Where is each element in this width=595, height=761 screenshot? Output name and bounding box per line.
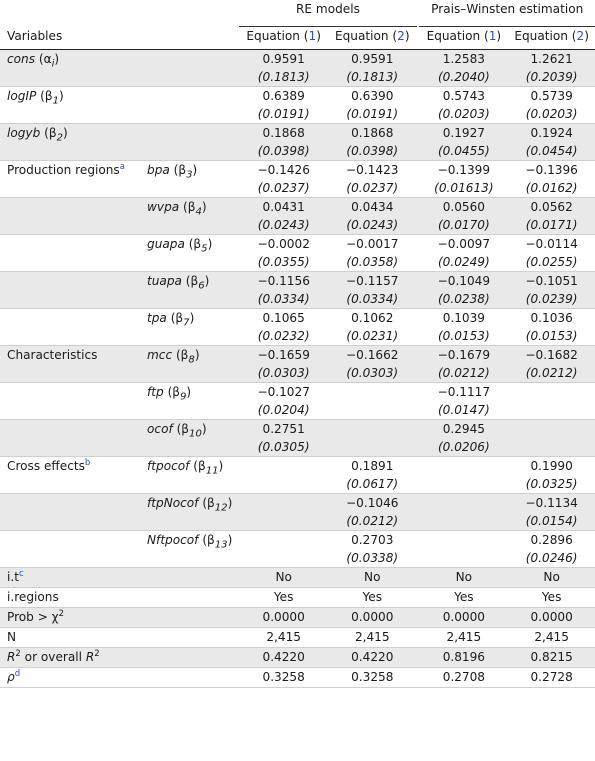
statistics-rows — [0, 568, 595, 688]
table-row-logyb — [0, 124, 595, 161]
row-group-label — [0, 420, 147, 457]
coef-value: 0.1868 — [351, 126, 394, 140]
std-error: (0.0303) — [257, 366, 310, 380]
variable-name: ftpNocof $(\beta_{12})$ — [147, 496, 233, 514]
coef-cell — [508, 124, 595, 161]
std-error: (0.0231) — [346, 329, 399, 343]
row-label: $R^2$ or overall $R^2$ — [0, 648, 239, 668]
row-group-label — [0, 198, 147, 235]
eq-link-2[interactable]: 2 — [397, 29, 405, 43]
coef-cell — [328, 420, 417, 457]
std-error: (0.0338) — [346, 551, 399, 565]
coef-value: 0.1927 — [442, 126, 486, 140]
coef-cell — [419, 346, 508, 383]
coef-cell — [419, 272, 508, 309]
row-group-label — [0, 531, 147, 568]
row-label: $\rho^d$ — [0, 668, 239, 688]
header-row-equations — [0, 27, 595, 50]
coef-value: −0.0114 — [525, 237, 578, 251]
std-error: (0.2040) — [437, 70, 490, 84]
std-error: (0.0243) — [346, 218, 399, 232]
coef-value: −0.1157 — [346, 274, 399, 288]
std-error: (0.0398) — [346, 144, 399, 158]
std-error: (0.0243) — [257, 218, 310, 232]
variable-name: logIP $(\beta_1)$ — [7, 89, 64, 107]
coef-cell — [328, 309, 417, 346]
eq-header-pw-1: Equation (1) — [419, 27, 508, 50]
coef-value: −0.0002 — [257, 237, 310, 251]
std-error: (0.0303) — [346, 366, 399, 380]
coef-cell — [508, 531, 595, 568]
footnote-a-link[interactable]: a — [119, 161, 125, 172]
std-error: (0.0203) — [437, 107, 490, 121]
table-row-mcc — [0, 346, 595, 383]
coef-cell — [239, 235, 328, 272]
table-row-bpa — [0, 161, 595, 198]
std-error: (0.0206) — [437, 440, 490, 454]
variable-name: guapa $(\beta_5)$ — [147, 237, 213, 255]
row-group-label: Characteristics — [0, 346, 147, 383]
table-row-wvpa — [0, 198, 595, 235]
row-label: $i.t^c$ — [0, 568, 239, 588]
std-error: (0.0191) — [346, 107, 399, 121]
coef-value: −0.0097 — [437, 237, 491, 251]
coef-cell — [419, 457, 508, 494]
variables-header: Variables — [0, 27, 147, 50]
variable-name: Nftpocof $(\beta_{13})$ — [147, 533, 233, 551]
row-group-label — [0, 235, 147, 272]
coef-cell — [328, 272, 417, 309]
std-error: (0.0617) — [346, 477, 399, 491]
coef-value: 0.0434 — [351, 200, 394, 214]
coef-cell — [508, 457, 595, 494]
std-error: (0.0153) — [525, 329, 578, 343]
coef-cell — [508, 420, 595, 457]
coef-value: 0.2703 — [351, 533, 394, 547]
coef-cell — [508, 346, 595, 383]
table-row-it: $i.t^c$ No No No No — [0, 568, 595, 588]
variable-name: ocof $(\beta_{10})$ — [147, 422, 207, 440]
coef-cell — [419, 383, 508, 420]
std-error: (0.0212) — [437, 366, 490, 380]
footnote-b-link[interactable]: b — [84, 457, 91, 468]
coef-value: −0.1682 — [525, 348, 578, 362]
coef-cell — [508, 198, 595, 235]
coef-cell — [328, 87, 417, 124]
std-error: (0.0147) — [437, 403, 490, 417]
footnote-d-link[interactable]: d — [14, 668, 21, 679]
coef-cell — [328, 531, 417, 568]
coef-value: 0.1036 — [530, 311, 573, 325]
coef-cell — [508, 309, 595, 346]
variable-name: tpa $(\beta_7)$ — [147, 311, 195, 329]
coef-cell — [239, 420, 328, 457]
std-error: (0.0325) — [525, 477, 578, 491]
coef-cell — [508, 87, 595, 124]
std-error: (0.0153) — [437, 329, 490, 343]
std-error: (0.0334) — [346, 292, 399, 306]
table-row-logip — [0, 87, 595, 124]
coef-value: 0.0560 — [442, 200, 486, 214]
coef-cell — [239, 346, 328, 383]
coef-value: −0.1156 — [257, 274, 310, 288]
table-row-n: N 2,415 2,415 2,415 2,415 — [0, 628, 595, 648]
std-error: (0.0212) — [346, 514, 399, 528]
table-row-ftp — [0, 383, 595, 420]
coef-value: 0.1039 — [442, 311, 486, 325]
std-error: (0.0171) — [525, 218, 578, 232]
std-error: (0.0232) — [257, 329, 310, 343]
std-error: (0.2039) — [525, 70, 578, 84]
coef-value: −0.1399 — [437, 163, 491, 177]
coef-cell — [239, 87, 328, 124]
table-row-regions: i.regions Yes Yes Yes Yes — [0, 588, 595, 608]
coef-cell — [419, 198, 508, 235]
coef-cell — [239, 124, 328, 161]
coef-value: 0.6389 — [262, 89, 305, 103]
row-group-label — [0, 309, 147, 346]
row-group-label: Production regions$^a$ — [0, 161, 147, 198]
coef-cell — [508, 383, 595, 420]
table-row-rho: $\rho^d$ 0.3258 0.3258 0.2708 0.2728 — [0, 668, 595, 688]
coef-value: −0.0017 — [346, 237, 399, 251]
coef-value: 0.6390 — [351, 89, 394, 103]
variable-name: logyb $(\beta_2)$ — [7, 126, 68, 144]
coef-cell — [239, 457, 328, 494]
row-group-label — [0, 383, 147, 420]
coef-cell — [239, 198, 328, 235]
coef-cell — [419, 161, 508, 198]
std-error: (0.0358) — [346, 255, 399, 269]
coef-cell — [508, 272, 595, 309]
std-error: (0.0305) — [257, 440, 310, 454]
coef-cell — [239, 531, 328, 568]
coef-value: −0.1117 — [437, 385, 491, 399]
coef-value: 0.1891 — [351, 459, 394, 473]
coef-cell — [419, 494, 508, 531]
table-row-prob: Prob > $\chi^2$ 0.0000 0.0000 0.0000 0.0000 — [0, 608, 595, 628]
coef-value: −0.1426 — [257, 163, 310, 177]
std-error: (0.0238) — [437, 292, 490, 306]
coef-value: 0.2751 — [262, 422, 305, 436]
coef-cell — [419, 87, 508, 124]
variable-name: cons $(\alpha_i)$ — [7, 52, 60, 70]
coef-cell — [328, 457, 417, 494]
std-error: (0.0204) — [257, 403, 310, 417]
std-error: (0.0455) — [437, 144, 490, 158]
coef-value: 0.1065 — [262, 311, 305, 325]
table-row-r2: $R^2$ or overall $R^2$ 0.4220 0.4220 0.8196 0.8215 — [0, 648, 595, 668]
coef-value: 0.1990 — [530, 459, 573, 473]
coef-value: −0.1659 — [257, 348, 310, 362]
coef-cell — [328, 383, 417, 420]
std-error: (0.0212) — [525, 366, 578, 380]
std-error: (0.1813) — [346, 70, 399, 84]
std-error: (0.0398) — [257, 144, 310, 158]
table-row-ftpocof — [0, 457, 595, 494]
coef-value: −0.1396 — [525, 163, 578, 177]
coef-value: 0.5743 — [442, 89, 486, 103]
coef-cell — [328, 161, 417, 198]
table-row-guapa — [0, 235, 595, 272]
row-group-label — [0, 494, 147, 531]
coef-cell — [508, 235, 595, 272]
coef-cell — [239, 383, 328, 420]
variable-name: tuapa $(\beta_6)$ — [147, 274, 210, 292]
coef-cell — [328, 235, 417, 272]
coef-value: 0.1868 — [262, 126, 305, 140]
prais-winsten-header: Prais–Winsten estimation — [419, 0, 595, 27]
std-error: (0.0162) — [525, 181, 578, 195]
variable-name: bpa $(\beta_3)$ — [147, 163, 198, 181]
coef-cell — [328, 124, 417, 161]
std-error: (0.0237) — [346, 181, 399, 195]
std-error: (0.0246) — [525, 551, 578, 565]
std-error: (0.0454) — [525, 144, 578, 158]
coef-cell — [328, 346, 417, 383]
coef-cell — [508, 161, 595, 198]
coefficient-rows — [0, 50, 595, 568]
coef-value: −0.1423 — [346, 163, 399, 177]
coef-cell — [239, 309, 328, 346]
row-label: N — [0, 628, 239, 648]
std-error: (0.0203) — [525, 107, 578, 121]
coef-value: 1.2583 — [442, 52, 486, 66]
coef-value: 0.0431 — [262, 200, 305, 214]
coef-value: 0.1062 — [351, 311, 394, 325]
eq-header-re-1: Equation (1) — [239, 27, 328, 50]
coef-cell — [508, 494, 595, 531]
eq-link-1[interactable]: 1 — [308, 29, 317, 43]
std-error: (0.01613) — [434, 181, 494, 195]
variable-name: ftpocof $(\beta_{11})$ — [147, 459, 224, 477]
coef-value: 0.2945 — [442, 422, 486, 436]
variable-name: wvpa $(\beta_4)$ — [147, 200, 207, 218]
eq-header-pw-2: Equation (2) — [508, 27, 595, 50]
coef-cell — [328, 494, 417, 531]
coef-cell — [239, 494, 328, 531]
row-label: i.regions — [0, 588, 239, 608]
std-error: (0.0249) — [437, 255, 490, 269]
eq-link-2[interactable]: 2 — [576, 29, 585, 43]
coef-value: 0.1924 — [530, 126, 573, 140]
eq-link-1[interactable]: 1 — [488, 29, 497, 43]
coef-cell — [239, 50, 328, 87]
coef-cell — [508, 50, 595, 87]
eq-header-re-2: Equation (2) — [328, 27, 417, 50]
coef-value: −0.1049 — [437, 274, 491, 288]
coef-cell — [419, 50, 508, 87]
header-row-groups — [0, 0, 595, 27]
coef-value: 0.9591 — [351, 52, 394, 66]
coef-value: −0.1051 — [525, 274, 578, 288]
coef-value: −0.1046 — [346, 496, 399, 510]
coef-cell — [419, 235, 508, 272]
table-row-cons — [0, 50, 595, 87]
std-error: (0.0237) — [257, 181, 310, 195]
table-row-tuapa — [0, 272, 595, 309]
row-group-label: Cross effects$^b$ — [0, 457, 147, 494]
coef-cell — [239, 272, 328, 309]
coef-value: 0.2896 — [530, 533, 573, 547]
variable-name: ftp $(\beta_9)$ — [147, 385, 192, 403]
std-error: (0.0170) — [437, 218, 490, 232]
coef-cell — [419, 309, 508, 346]
coef-value: 1.2621 — [530, 52, 573, 66]
table-row-ocof — [0, 420, 595, 457]
coef-cell — [328, 198, 417, 235]
coef-cell — [328, 50, 417, 87]
coef-value: −0.1134 — [525, 496, 578, 510]
coef-value: 0.9591 — [262, 52, 305, 66]
std-error: (0.0154) — [525, 514, 578, 528]
std-error: (0.0355) — [257, 255, 310, 269]
coef-value: 0.0562 — [530, 200, 573, 214]
coef-value: −0.1662 — [346, 348, 399, 362]
table-row-ftpnocof — [0, 494, 595, 531]
table-row-nftpocof — [0, 531, 595, 568]
coef-cell — [419, 124, 508, 161]
row-group-label — [0, 272, 147, 309]
coef-cell — [419, 531, 508, 568]
coef-value: −0.1027 — [257, 385, 310, 399]
std-error: (0.0239) — [525, 292, 578, 306]
coef-value: −0.1679 — [437, 348, 491, 362]
row-label: Prob > $\chi^2$ — [0, 608, 239, 628]
coef-cell — [239, 161, 328, 198]
re-models-header: RE models — [239, 0, 416, 27]
std-error: (0.0255) — [525, 255, 578, 269]
std-error: (0.0191) — [257, 107, 310, 121]
coef-value: 0.5739 — [530, 89, 573, 103]
coef-cell — [419, 420, 508, 457]
table-row-tpa — [0, 309, 595, 346]
footnote-c-link[interactable]: c — [18, 568, 24, 579]
std-error: (0.1813) — [257, 70, 310, 84]
variable-name: mcc $(\beta_8)$ — [147, 348, 200, 366]
std-error: (0.0334) — [257, 292, 310, 306]
